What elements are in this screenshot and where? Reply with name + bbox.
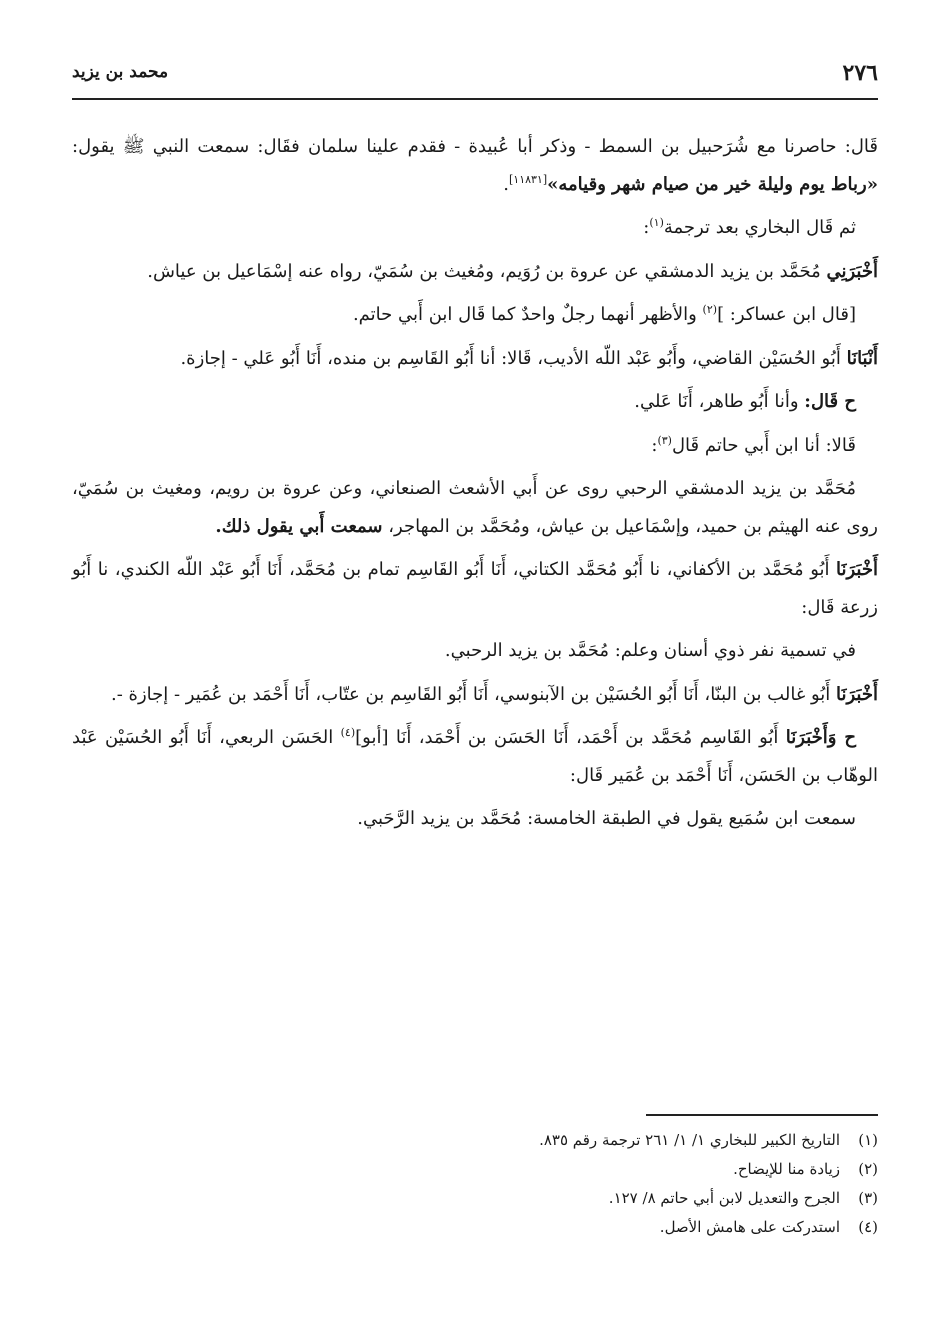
paragraph-1 bbox=[72, 128, 878, 203]
footnote-marker: (٢) bbox=[858, 1160, 878, 1178]
footnote-text: التاريخ الكبير للبخاري ١/ ١/ ٢٦١ ترجمة رقم ٨٣٥. bbox=[539, 1131, 840, 1149]
header-divider bbox=[72, 98, 878, 100]
p8-text: مُحَمَّد بن يزيد الدمشقي الرحبي روى عن أَبي الأشعث الصنعاني، وعن عروة بن رويم، ومغيث بن سُمَيّ، روى عنه الهيثم بن حميد، وإسْمَاعيل بن عياش، ومُحَمَّد بن المهاجر، bbox=[72, 478, 878, 537]
p4-text-a: [قال ابن عساكر: ] bbox=[717, 304, 856, 325]
p4-text-b: والأظهر أنهما رجلٌ واحدٌ كما قَال ابن أَبي حاتم. bbox=[352, 304, 703, 325]
p11-lead: أَخْبَرَنَا bbox=[836, 683, 878, 705]
paragraph-10 bbox=[72, 632, 878, 670]
p2-footnote-ref: (١) bbox=[649, 216, 664, 229]
paragraph-11 bbox=[72, 676, 878, 714]
paragraph-13 bbox=[72, 800, 878, 838]
running-title: محمد بن يزيد bbox=[72, 62, 169, 82]
p1-ref: [١١٨٣١] bbox=[508, 172, 548, 186]
p8-bold: سمعت أَبي يقول ذلك. bbox=[215, 515, 383, 537]
p7-text: قَالا: أنا ابن أَبي حاتم قَال bbox=[671, 434, 856, 456]
paragraph-9 bbox=[72, 551, 878, 626]
paragraph-3 bbox=[72, 253, 878, 291]
footnote-marker: (٣) bbox=[858, 1189, 878, 1207]
p7-footnote-ref: (٣) bbox=[657, 433, 672, 447]
footnote-marker: (٤) bbox=[858, 1218, 878, 1236]
p6-text: وأنا أَبُو طاهر، أَنَا عَلي. bbox=[634, 391, 805, 412]
p13-text: سمعت ابن سُمَيع يقول في الطبقة الخامسة: مُحَمَّد بن يزيد الرَّحَبي. bbox=[357, 808, 856, 829]
p12-text-a: أَبُو القَاسِم مُحَمَّد بن أَحْمَد، أَنَا الحَسَن بن أَحْمَد، أَنَا [أبو] bbox=[355, 727, 786, 748]
footnote-item bbox=[72, 1184, 878, 1213]
p5-lead: أَنْبَانَا bbox=[846, 347, 878, 369]
p10-text: في تسمية نفر ذوي أسنان وعلم: مُحَمَّد بن يزيد الرحبي. bbox=[444, 640, 856, 661]
footnote-divider bbox=[646, 1114, 878, 1116]
footnote-item bbox=[72, 1126, 878, 1155]
page-number: ٢٧٦ bbox=[842, 60, 878, 86]
main-text bbox=[72, 128, 878, 844]
paragraph-6 bbox=[72, 383, 878, 421]
p1-end: . bbox=[503, 173, 509, 195]
footnote-text: زيادة منا للإيضاح. bbox=[733, 1160, 840, 1178]
p5-text: أَبُو الحُسَيْن القاضي، وأَبُو عَبْد اللّه الأديب، قَالا: أنا أَبُو القَاسِم بن منده، أَنَا أَبُو عَلي - إجازة. bbox=[180, 347, 847, 369]
footnote-item bbox=[72, 1155, 878, 1184]
p4-footnote-ref: (٢) bbox=[702, 303, 718, 316]
p3-text: مُحَمَّد بن يزيد الدمشقي عن عروة بن رُوَيم، ومُغيث بن سُمَيّ، رواه عنه إسْمَاعيل بن عياش. bbox=[147, 260, 827, 282]
p12-lead: ح وَأَخْبَرَنَا bbox=[785, 727, 856, 748]
paragraph-4 bbox=[72, 296, 878, 334]
footnote-item bbox=[72, 1213, 878, 1242]
page-header bbox=[72, 60, 878, 96]
p9-text: أَبُو مُحَمَّد بن الأكفاني، نا أَبُو مُحَمَّد الكتاني، أَنَا أَبُو القَاسِم تمام بن مُحَمَّد، أَنَا أَبُو عَبْد اللّه الكندي، نا أَبُو زرعة قَال: bbox=[72, 559, 878, 618]
p2-end: : bbox=[643, 217, 650, 238]
paragraph-2 bbox=[72, 209, 878, 247]
p9-lead: أَخْبَرَنَا bbox=[836, 559, 878, 580]
paragraph-12 bbox=[72, 719, 878, 794]
footnote-text: الجرح والتعديل لابن أبي حاتم ٨/ ١٢٧. bbox=[608, 1189, 840, 1207]
paragraph-7 bbox=[72, 427, 878, 465]
p12-footnote-ref: (٤) bbox=[340, 726, 356, 739]
paragraph-8 bbox=[72, 470, 878, 545]
footnote-text: استدركت على هامش الأصل. bbox=[659, 1218, 840, 1236]
p12-text-b: الحَسَن الربعي، أَنَا أَبُو الحُسَيْن عَبْد الوهّاب بن الحَسَن، أَنَا أَحْمَد بن عُمَير قَال: bbox=[72, 727, 878, 786]
p3-lead: أَخْبَرَنِي bbox=[826, 260, 878, 282]
p6-lead: ح قَال: bbox=[804, 391, 856, 412]
p7-end: : bbox=[651, 434, 658, 456]
p1-hadith: «رباط يوم وليلة خير من صيام شهر وقيامه» bbox=[547, 173, 878, 195]
p11-text: أَبُو غالب بن البنّا، أَنَا أَبُو الحُسَيْن بن الآبنوسي، أَنَا أَبُو القَاسِم بن عتّاب، أَنَا أَحْمَد بن عُمَير - إجازة -. bbox=[111, 683, 836, 705]
p2-text: ثم قَال البخاري بعد ترجمة bbox=[663, 217, 856, 238]
paragraph-5 bbox=[72, 340, 878, 378]
footnote-marker: (١) bbox=[858, 1131, 878, 1149]
footnotes bbox=[72, 1126, 878, 1242]
p1-text: قَال: حاصرنا مع شُرَحبيل بن السمط - وذكر أبا عُبيدة - فقدم علينا سلمان فقَال: سمعت النبي ﷺ يقول: bbox=[72, 136, 878, 157]
